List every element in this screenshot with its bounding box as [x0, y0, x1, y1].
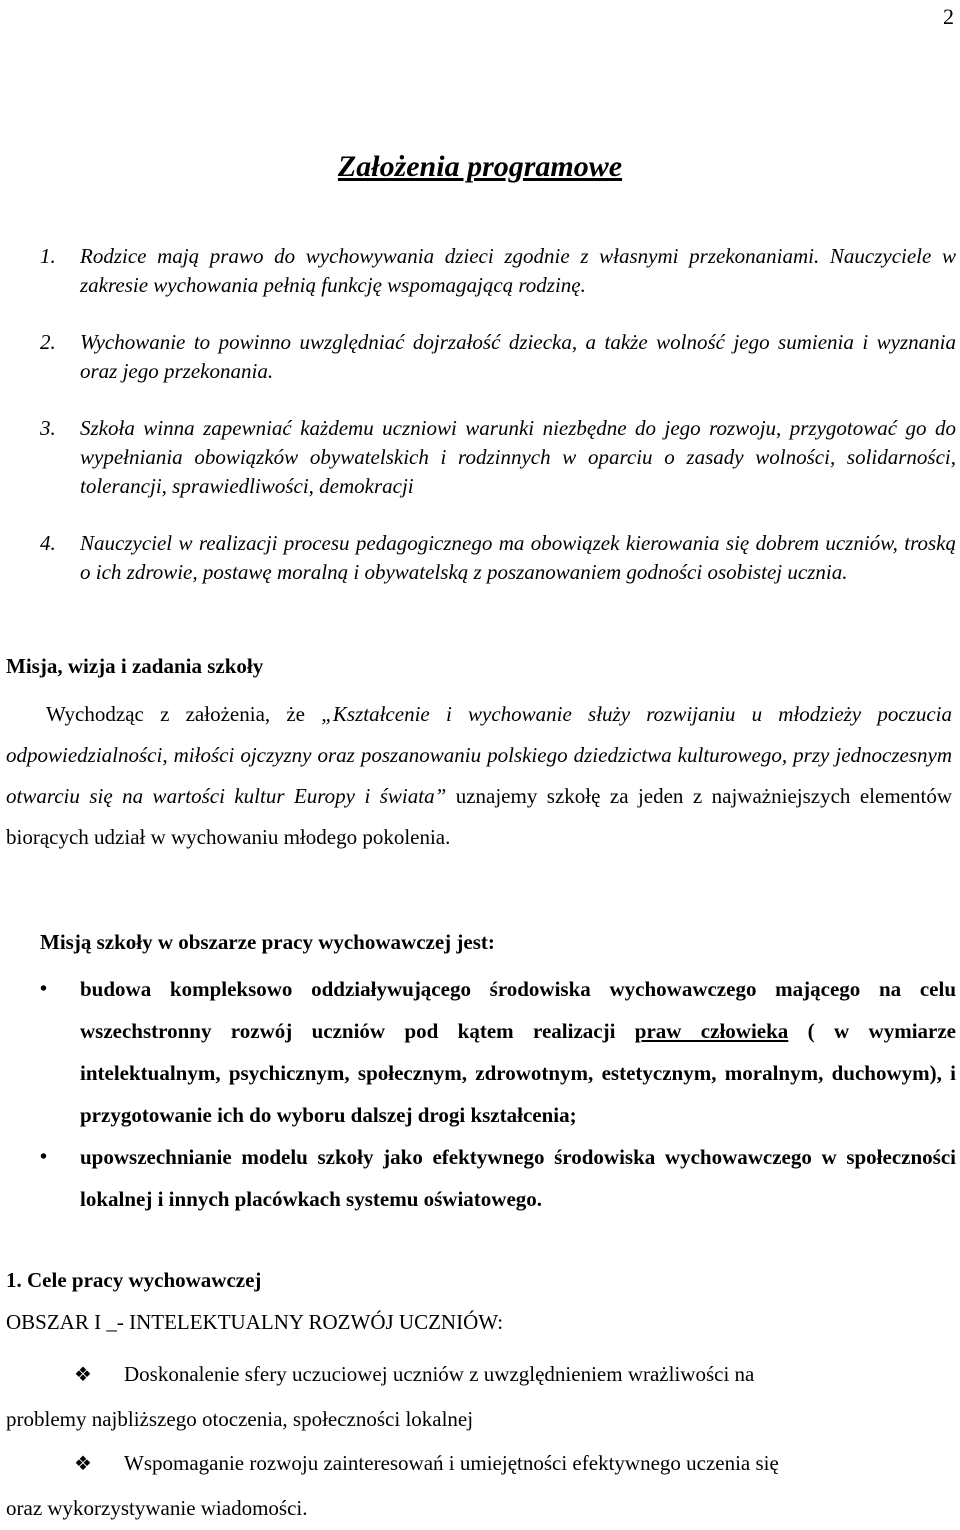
- mission-paragraph: [6, 694, 952, 858]
- mission-outro: uznajemy szkołę za jeden z najważniejszych elementów biorących udział w wychowaniu młodego pokolenia.: [6, 784, 952, 849]
- principle-text: Nauczyciel w realizacji procesu pedagogicznego ma obowiązek kierowania się dobrem uczniów, troską o ich zdrowie, postawę moralną i obywatelską z poszanowaniem godności osobistej ucznia.: [80, 531, 956, 584]
- mission-bullets: [40, 968, 956, 1220]
- mission-quote: „Kształcenie i wychowanie służy rozwijaniu u młodzieży poczucia odpowiedzialności, miłości ojczyzny oraz poszanowaniu polskiego dziedzictwa kulturowego, przy jednoczesnym otwarciu się na wartości kultur Europy i świata”: [6, 702, 953, 808]
- diamond-bullet-icon: ❖: [74, 1453, 92, 1475]
- goal-text: problemy najbliższego otoczenia, społeczności lokalnej: [6, 1407, 474, 1431]
- goal-line: [6, 1352, 952, 1397]
- goal-text: Wspomaganie rozwoju zainteresowań i umiejętności efektywnego uczenia się: [124, 1451, 779, 1475]
- goals-heading: 1. Cele pracy wychowawczej: [6, 1268, 262, 1292]
- principle-item: [40, 529, 956, 587]
- page-title: Założenia programowe: [337, 150, 623, 183]
- principle-number: 1.: [40, 244, 56, 268]
- mission-bullet-item: [40, 1136, 956, 1220]
- bullet-text: upowszechnianie modelu szkoły jako efektywnego środowiska wychowawczego w społeczności lokalnej i innych placówkach systemu oświatowego.: [80, 1145, 956, 1211]
- mission-heading: Misja, wizja i zadania szkoły: [6, 654, 264, 678]
- principle-number: 4.: [40, 531, 56, 555]
- principle-text: Rodzice mają prawo do wychowywania dzieci zgodnie z własnymi przekonaniami. Nauczyciele w zakresie wychowania pełnią funkcję wspomagającą rodzinę.: [80, 244, 956, 297]
- goal-line: [6, 1441, 952, 1486]
- bullet-icon: •: [40, 1146, 48, 1168]
- principles-list: [40, 242, 956, 587]
- area-heading: OBSZAR I _- INTELEKTUALNY ROZWÓJ UCZNIÓW:: [6, 1310, 504, 1334]
- mission-subheading: Misją szkoły w obszarze pracy wychowawczej jest:: [40, 930, 495, 954]
- principle-item: [40, 242, 956, 300]
- goal-text: Doskonalenie sfery uczuciowej uczniów z uwzględnieniem wrażliwości na: [124, 1362, 755, 1386]
- mission-intro: Wychodząc z założenia, że: [46, 702, 322, 726]
- principle-number: 3.: [40, 416, 56, 440]
- principle-text: Wychowanie to powinno uwzględniać dojrzałość dziecka, a także wolność jego sumienia i wyznania oraz jego przekonania.: [80, 330, 956, 383]
- principle-number: 2.: [40, 330, 56, 354]
- principle-item: [40, 414, 956, 501]
- bullet-text-before: budowa kompleksowo oddziaływującego środowiska wychowawczego mającego na celu wszechstronny rozwój uczniów pod kątem realizacji: [80, 977, 956, 1043]
- bullet-text-after: ( w wymiarze intelektualnym, psychicznym, społecznym, zdrowotnym, estetycznym, moralnym, duchowym), i przygotowanie ich do wyboru dalszej drogi kształcenia;: [80, 1019, 956, 1127]
- principle-item: [40, 328, 956, 386]
- bullet-icon: •: [40, 978, 48, 1000]
- diamond-bullet-icon: ❖: [74, 1364, 92, 1386]
- human-rights-link[interactable]: praw człowieka: [634, 1019, 789, 1043]
- page-number: 2: [943, 4, 954, 29]
- goal-line: [6, 1486, 952, 1530]
- principle-text: Szkoła winna zapewniać każdemu uczniowi warunki niezbędne do jego rozwoju, przygotować go do wypełniania obowiązków obywatelskich i rodzinnych w oparciu o zasady wolności, solidarności, tolerancji, sprawiedliwości, demokracji: [80, 416, 956, 498]
- goal-line: [6, 1397, 952, 1441]
- mission-bullet-item: [40, 968, 956, 1136]
- goal-text: oraz wykorzystywanie wiadomości.: [6, 1496, 308, 1520]
- goals-list: [6, 1352, 952, 1530]
